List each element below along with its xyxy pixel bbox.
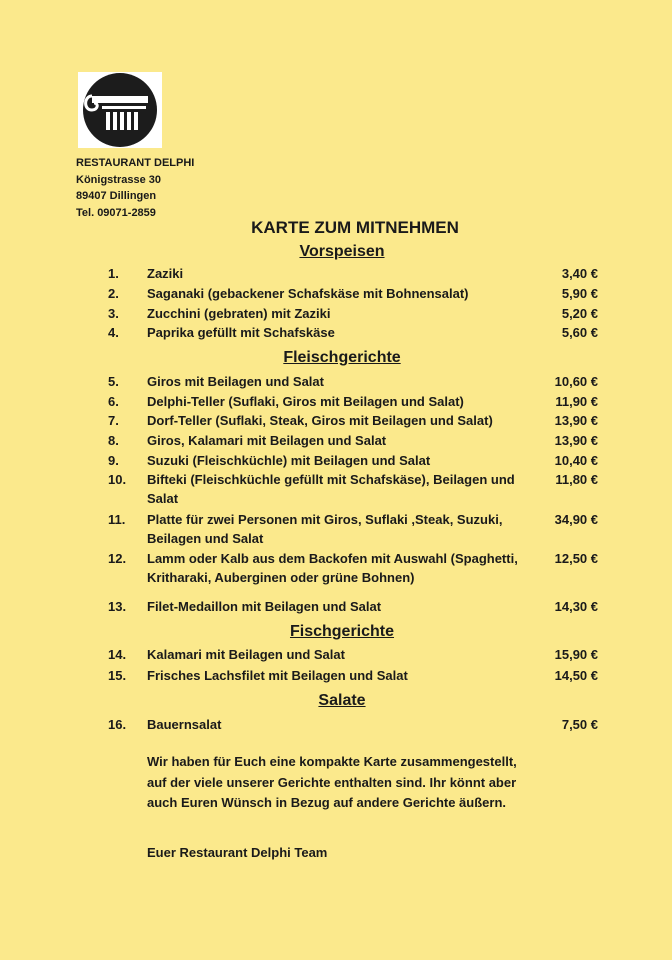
item-number: 1.	[108, 266, 119, 281]
item-price: 13,90 €	[554, 413, 598, 428]
item-number: 15.	[108, 668, 127, 683]
item-number: 5.	[108, 374, 119, 389]
restaurant-street: Königstrasse 30	[76, 173, 161, 186]
item-description: Filet-Medaillon mit Beilagen und Salat	[147, 599, 382, 614]
closing-note: Wir haben für Euch eine kompakte Karte zusammengestellt, auf der viele unserer Gerichte enthalten sind. Ihr könnt aber auch Euren Wünsch in Bezug auf andere Gerichte äußern.	[147, 754, 517, 810]
item-price: 12,50 €	[554, 551, 598, 566]
item-number: 16.	[108, 717, 127, 732]
restaurant-phone: Tel. 09071-2859	[76, 206, 156, 219]
item-price: 5,60 €	[561, 325, 598, 340]
item-price: 10,60 €	[554, 374, 598, 389]
item-price: 10,40 €	[554, 453, 598, 468]
item-description: Platte für zwei Personen mit Giros, Suflaki ,Steak, Suzuki, Beilagen und Salat	[147, 512, 503, 546]
restaurant-logo	[78, 72, 162, 148]
item-price: 5,20 €	[561, 306, 598, 321]
section-fleischgerichte: Fleischgerichte	[283, 349, 401, 366]
item-description: Dorf-Teller (Suflaki, Steak, Giros mit Beilagen und Salat)	[147, 413, 493, 428]
item-number: 14.	[108, 647, 127, 662]
item-description: Giros, Kalamari mit Beilagen und Salat	[147, 433, 387, 448]
signature: Euer Restaurant Delphi Team	[147, 845, 328, 860]
item-price: 3,40 €	[561, 266, 598, 281]
item-number: 4.	[108, 325, 119, 340]
item-price: 15,90 €	[554, 647, 598, 662]
item-description: Giros mit Beilagen und Salat	[147, 374, 324, 389]
item-description: Delphi-Teller (Suflaki, Giros mit Beilagen und Salat)	[147, 394, 464, 409]
item-price: 34,90 €	[554, 512, 598, 527]
item-price: 14,30 €	[554, 599, 598, 614]
item-description: Paprika gefüllt mit Schafskäse	[147, 325, 335, 340]
item-price: 5,90 €	[561, 286, 598, 301]
item-number: 10.	[108, 472, 127, 487]
greek-column-logo-icon	[78, 72, 162, 148]
item-number: 9.	[108, 453, 119, 468]
item-number: 12.	[108, 551, 127, 566]
item-number: 3.	[108, 306, 119, 321]
item-number: 6.	[108, 394, 119, 409]
item-description: Bifteki (Fleischküchle gefüllt mit Schafskäse), Beilagen und Salat	[147, 472, 515, 506]
item-price: 7,50 €	[561, 717, 598, 732]
item-price: 11,80 €	[555, 472, 598, 487]
item-number: 7.	[108, 413, 119, 428]
section-vorspeisen: Vorspeisen	[299, 243, 385, 260]
item-description: Bauernsalat	[147, 717, 222, 732]
item-description: Saganaki (gebackener Schafskäse mit Bohnensalat)	[147, 286, 469, 301]
item-price: 11,90 €	[555, 394, 598, 409]
item-number: 8.	[108, 433, 119, 448]
restaurant-city: 89407 Dillingen	[76, 190, 157, 202]
item-price: 13,90 €	[554, 433, 598, 448]
item-description: Kalamari mit Beilagen und Salat	[147, 647, 345, 662]
item-description: Suzuki (Fleischküchle) mit Beilagen und Salat	[147, 453, 431, 468]
item-number: 13.	[108, 599, 127, 614]
restaurant-name: RESTAURANT DELPHI	[76, 157, 195, 169]
item-description: Frisches Lachsfilet mit Beilagen und Salat	[147, 668, 408, 683]
item-description: Zucchini (gebraten) mit Zaziki	[147, 306, 331, 321]
item-description: Lamm oder Kalb aus dem Backofen mit Auswahl (Spaghetti, Kritharaki, Auberginen oder grüne Bohnen)	[147, 551, 518, 585]
item-description: Zaziki	[147, 266, 184, 281]
section-salate: Salate	[318, 692, 366, 709]
section-fischgerichte: Fischgerichte	[289, 623, 395, 640]
menu-title: KARTE ZUM MITNEHMEN	[251, 218, 459, 237]
item-price: 14,50 €	[554, 668, 598, 683]
restaurant-address	[76, 155, 194, 221]
item-number: 11.	[108, 512, 126, 527]
item-number: 2.	[108, 286, 119, 301]
